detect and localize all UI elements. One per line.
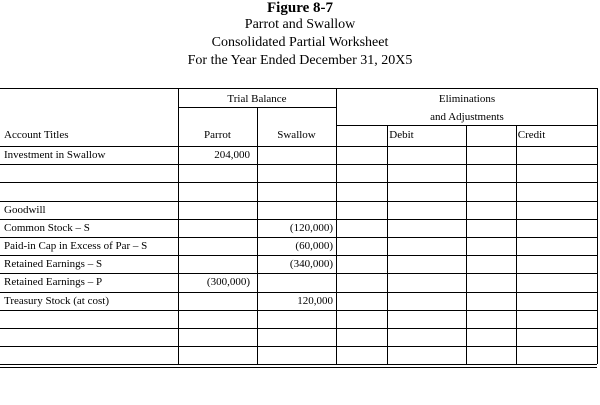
swallow-amount: (120,000) [289, 222, 333, 234]
bottom-double-rule [0, 367, 597, 368]
report-period: For the Year Ended December 31, 20X5 [187, 53, 413, 68]
divider-accounts [178, 88, 179, 364]
debit-column-header: Debit [389, 129, 414, 141]
parrot-amount: 204,000 [214, 149, 250, 161]
divider-column [597, 88, 598, 364]
row-rule [0, 219, 597, 220]
account-title: Investment in Swallow [4, 149, 106, 161]
credit-column-header: Credit [517, 129, 546, 141]
swallow-column-header: Swallow [277, 129, 316, 141]
divider-column [516, 125, 517, 364]
parrot-column-header: Parrot [204, 129, 231, 141]
row-rule [0, 182, 597, 183]
row-rule [0, 328, 597, 329]
eliminations-header-line2: and Adjustments [430, 111, 504, 123]
figure-title: Figure 8-7 [267, 0, 333, 16]
account-titles-header: Account Titles [4, 129, 69, 141]
row-rule [0, 292, 597, 293]
row-rule [0, 255, 597, 256]
row-rule [0, 273, 597, 274]
account-title: Goodwill [4, 204, 46, 216]
swallow-amount: (340,000) [289, 258, 333, 270]
account-title: Paid-in Cap in Excess of Par – S [4, 240, 148, 252]
account-title: Treasury Stock (at cost) [4, 295, 109, 307]
swallow-amount: 120,000 [297, 295, 333, 307]
row-rule [0, 146, 597, 147]
row-rule [0, 346, 597, 347]
row-rule [0, 310, 597, 311]
row-rule [0, 364, 597, 365]
account-title: Common Stock – S [4, 222, 90, 234]
row-rule [0, 237, 597, 238]
trial-balance-header: Trial Balance [227, 93, 287, 105]
divider-parrot-swallow [257, 107, 258, 364]
eliminations-underline [337, 125, 597, 126]
report-title: Consolidated Partial Worksheet [211, 35, 389, 50]
divider-trial-elims [336, 88, 337, 364]
account-title: Retained Earnings – P [4, 276, 103, 288]
header-top-rule [0, 88, 597, 89]
divider-column [466, 125, 467, 364]
row-rule [0, 164, 597, 165]
company-names: Parrot and Swallow [244, 17, 356, 32]
divider-column [387, 125, 388, 364]
eliminations-header-line1: Eliminations [438, 93, 496, 105]
row-rule [0, 201, 597, 202]
account-title: Retained Earnings – S [4, 258, 103, 270]
swallow-amount: (60,000) [295, 240, 333, 252]
parrot-amount: (300,000) [206, 276, 250, 288]
